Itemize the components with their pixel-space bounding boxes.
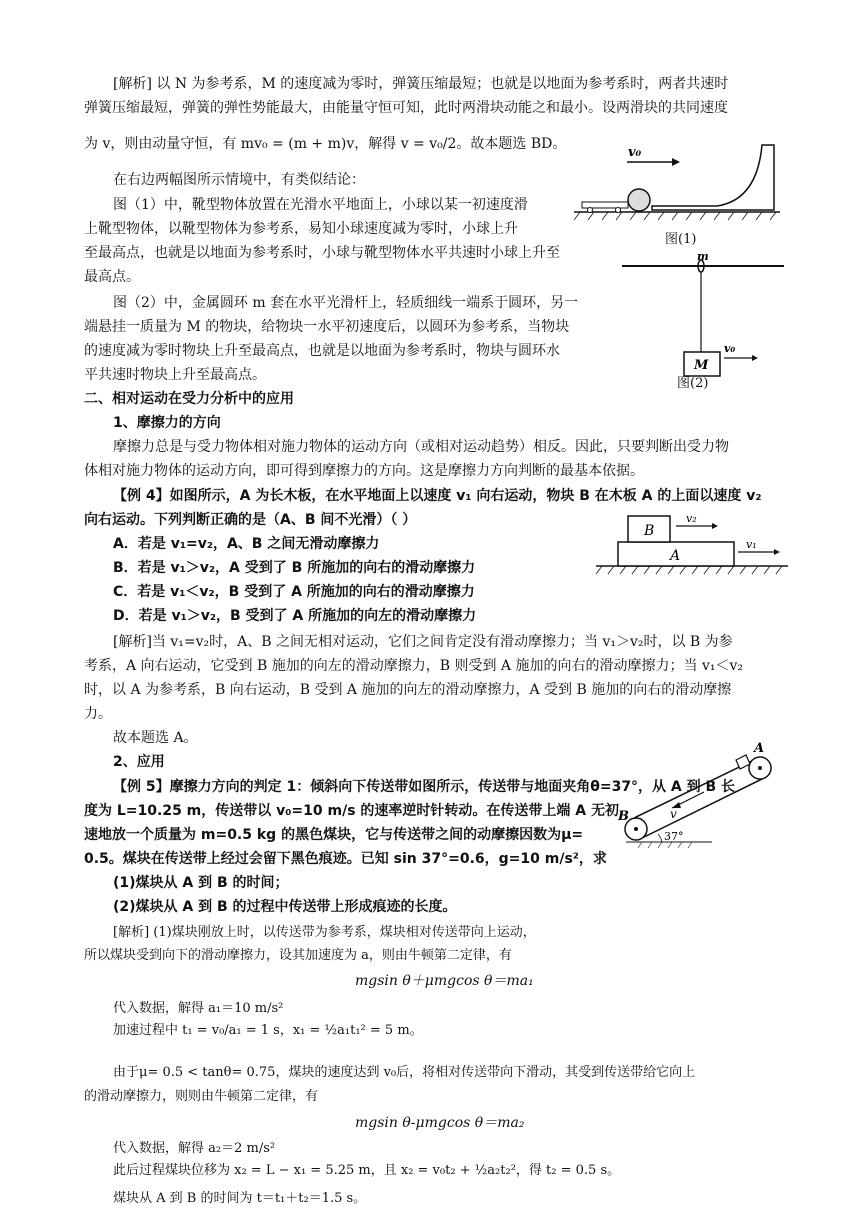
analysis-text: 的滑动摩擦力，则则由牛顿第二定律，有 (84, 1089, 319, 1104)
analysis-text: 时，以 A 为参考系，B 向右运动，B 受到 A 施加的向左的滑动摩擦力，A 受到 B 施加的向右的滑动摩擦 (84, 682, 732, 698)
analysis-text: 所以煤块受到向下的滑动摩擦力，设其加速度为 a，则由牛顿第二定律，有 (84, 948, 512, 963)
label-M: M (694, 358, 709, 373)
analysis-text: [解析] 以 N 为参考系，M 的速度减为零时，弹簧压缩最短；也就是以地面为参考系时，两者共速时 (113, 76, 729, 92)
analysis-text: 力。 (84, 706, 112, 722)
label-v1: v₁ (746, 538, 757, 551)
paragraph: 图（1）中，靴型物体放置在光滑水平地面上，小球以某一初速度滑 (113, 197, 528, 213)
ball (628, 189, 650, 211)
equation-1: mgsin θ＋μmgcos θ＝ma₁ (355, 973, 534, 989)
paragraph: 端悬挂一质量为 M 的物块，给物块一水平初速度后，以圆环为参考系，当物块 (84, 319, 570, 335)
option-a: A．若是 v₁=v₂，A、B 之间无滑动摩擦力 (113, 536, 380, 552)
paragraph: 的速度减为零时物块上升至最高点，也就是以地面为参考系时，物块与圆环水 (84, 343, 560, 359)
analysis-text: 代入数据，解得 a₂＝2 m/s² (113, 1141, 276, 1156)
paragraph: 图（2）中，金属圆环 m 套在水平光滑杆上，轻质细线一端系于圆环，另一 (113, 295, 579, 311)
conveyor-belt-figure (612, 738, 792, 856)
ground-hatching (596, 566, 782, 574)
paragraph: 至最高点，也就是以地面为参考系时，小球与靴型物体水平共速时小球上升至 (84, 245, 560, 261)
example-text: 0.5。煤块在传送带上经过会留下黑色痕迹。已知 sin 37°=0.6，g=10 m/s²，求 (84, 851, 607, 867)
example-title: 【例 4】如图所示，A 为长木板，在水平地面上以速度 v₁ 向右运动，物块 B 在木板 A 的上面以速度 v₂ (113, 488, 762, 504)
label-B: B (618, 809, 629, 824)
label-m: m (697, 252, 709, 263)
paragraph: 在右边两幅图所示情境中，有类似结论： (113, 172, 365, 188)
section-heading: 二、相对运动在受力分析中的应用 (84, 391, 294, 407)
label-A: A (754, 741, 765, 756)
example-title: 【例 5】摩擦力方向的判定 1：倾斜向下传送带如图所示，传送带与地面夹角θ=37°，从 A 到 B 长 (113, 779, 736, 795)
figure-1-boot-object (572, 140, 782, 222)
example-text: 度为 L=10.25 m，传送带以 v₀=10 m/s 的速率逆时针转动。在传送带上端 A 无初 (84, 803, 619, 819)
option-d: D．若是 v₁＞v₂，B 受到了 A 所施加的向左的滑动摩擦力 (113, 608, 477, 624)
equation-2: mgsin θ-μmgcos θ＝ma₂ (355, 1115, 525, 1131)
paragraph: 最高点。 (84, 269, 140, 285)
ground-hatching (574, 212, 776, 220)
analysis-text: 此后过程煤块位移为 x₂ = L − x₁ = 5.25 m，且 x₂ = v₀t₂ + ½a₂t₂²，得 t₂ = 0.5 s。 (113, 1163, 621, 1178)
label-A: A (670, 548, 681, 564)
option-c: C．若是 v₁＜v₂，B 受到了 A 所施加的向右的滑动摩擦力 (113, 584, 475, 600)
question-1: (1)煤块从 A 到 B 的时间； (113, 875, 289, 891)
example-4-figure (592, 512, 792, 578)
label-B: B (644, 523, 655, 539)
analysis-text: 代入数据，解得 a₁＝10 m/s² (113, 1001, 284, 1016)
paragraph: 体相对施力物体的运动方向，即可得到摩擦力的方向。这是摩擦力方向判断的最基本依据。 (84, 463, 644, 479)
angle-arc (658, 834, 662, 842)
analysis-text: [解析]当 v₁=v₂时，A、B 之间无相对运动，它们之间肯定没有滑动摩擦力；当 v₁＞v₂时，以 B 为参 (113, 634, 733, 650)
belt-bottom (638, 778, 764, 840)
cart-wheel (616, 208, 621, 213)
analysis-text: 由于μ= 0.5 < tanθ= 0.75，煤块的速度达到 v₀后，将相对传送带向下滑动，其受到传送带给它向上 (113, 1065, 696, 1080)
figure-1-caption: 图(1) (665, 232, 697, 247)
analysis-text: 为 v，则由动量守恒，有 mv₀ = (m + m)v，解得 v = v₀/2。故本题选 BD。 (84, 136, 567, 152)
paragraph: 平共速时物块上升至最高点。 (84, 367, 266, 383)
figure-2-ring-block (618, 252, 788, 392)
label-v2: v₂ (686, 512, 697, 525)
example-text: 速地放一个质量为 m=0.5 kg 的黑色煤块，它与传送带之间的动摩擦因数为μ= (84, 827, 584, 843)
subsection-heading: 2、应用 (113, 754, 165, 770)
analysis-text: 故本题选 A。 (113, 730, 198, 746)
paragraph: 摩擦力总是与受力物体相对施力物体的运动方向（或相对运动趋势）相反。因此，只要判断出受力物 (113, 439, 729, 455)
analysis-text: 加速过程中 t₁ = v₀/a₁ = 1 s，x₁ = ½a₁t₁² = 5 m。 (113, 1023, 423, 1038)
analysis-text: [解析] (1)煤块刚放上时，以传送带为参考系，煤块相对传送带向上运动， (113, 925, 536, 940)
analysis-text: 考系，A 向右运动，它受到 B 施加的向左的滑动摩擦力，B 则受到 A 施加的向右的滑动摩擦力；当 v₁＜v₂ (84, 658, 743, 674)
label-v: v (670, 807, 677, 821)
figure-2-caption: 图(2) (677, 376, 709, 391)
label-v0: v₀ (724, 342, 736, 355)
example-title: 向右运动。下列判断正确的是（A、B 间不光滑）（ ） (84, 512, 417, 528)
option-b: B．若是 v₁＞v₂，A 受到了 B 所施加的向右的滑动摩擦力 (113, 560, 476, 576)
label-v0: v₀ (628, 145, 642, 160)
subsection-heading: 1、摩擦力的方向 (113, 415, 221, 431)
cart-wheel (588, 208, 593, 213)
cart (582, 202, 628, 208)
boot-shape (652, 145, 774, 210)
analysis-text: 煤块从 A 到 B 的时间为 t＝t₁＋t₂＝1.5 s。 (113, 1191, 367, 1206)
analysis-text: 弹簧压缩最短，弹簧的弹性势能最大，由能量守恒可知，此时两滑块动能之和最小。设两滑块的共同速度 (84, 100, 728, 116)
label-angle: 37° (664, 830, 684, 843)
question-2: (2)煤块从 A 到 B 的过程中传送带上形成痕迹的长度。 (113, 899, 457, 915)
paragraph: 上靴型物体，以靴型物体为参考系，易知小球速度减为零时，小球上升 (84, 221, 518, 237)
